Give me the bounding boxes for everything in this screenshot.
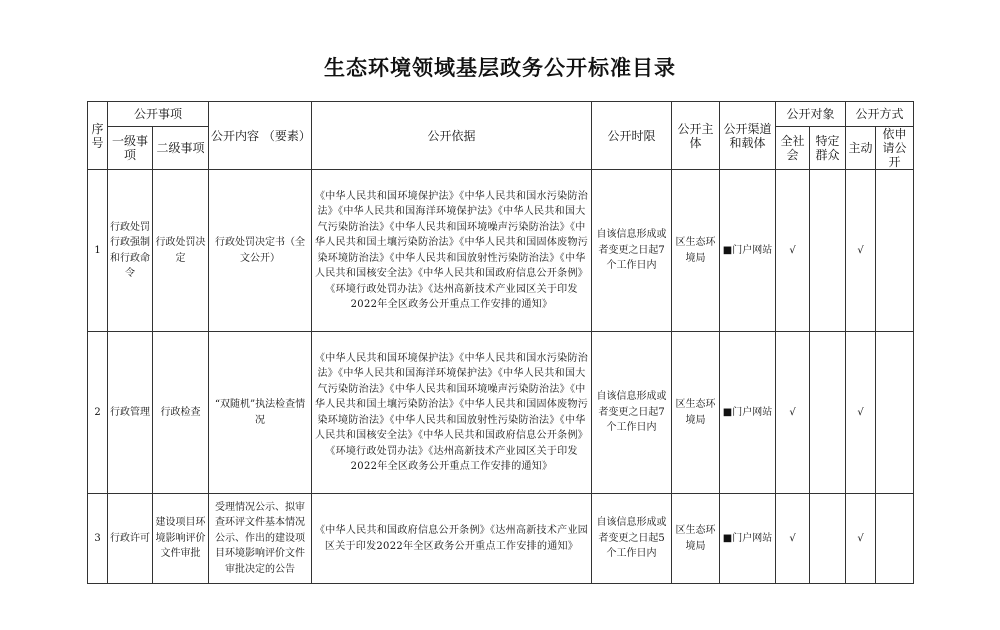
header-audience: 公开对象 [776, 102, 846, 127]
cell-level1: 行政管理 [108, 332, 153, 494]
cell-specific [810, 494, 846, 584]
cell-level1: 行政处罚行政强制和行政命令 [108, 170, 153, 332]
cell-channel: ■门户网站 [720, 494, 776, 584]
cell-request [876, 332, 914, 494]
page-title: 生态环境领域基层政务公开标准目录 [324, 56, 676, 80]
cell-active: √ [846, 494, 876, 584]
cell-subject: 区生态环境局 [672, 494, 720, 584]
cell-level2: 行政检查 [153, 332, 209, 494]
header-matters: 公开事项 [108, 102, 209, 127]
header-method-request: 依申请公开 [876, 127, 914, 170]
cell-active: √ [846, 332, 876, 494]
table-row [88, 494, 914, 584]
cell-subject: 区生态环境局 [672, 170, 720, 332]
cell-active: √ [846, 170, 876, 332]
cell-public: √ [776, 332, 810, 494]
header-level2: 二级事项 [153, 127, 209, 170]
cell-basis: 《中华人民共和国政府信息公开条例》《达州高新技术产业园区关于印发2022年全区政务公开重点工作安排的通知》 [312, 494, 592, 584]
header-audience-specific: 特定群众 [810, 127, 846, 170]
header-basis: 公开依据 [312, 102, 592, 170]
cell-public: √ [776, 494, 810, 584]
cell-channel: ■门户网站 [720, 170, 776, 332]
cell-subject: 区生态环境局 [672, 332, 720, 494]
header-channel: 公开渠道和载体 [720, 102, 776, 170]
cell-seq: 2 [88, 332, 108, 494]
header-time-limit: 公开时限 [592, 102, 672, 170]
catalog-table [87, 101, 914, 584]
cell-level2: 行政处罚决定 [153, 170, 209, 332]
cell-time-limit: 自该信息形成或者变更之日起7个工作日内 [592, 332, 672, 494]
header-level1: 一级事项 [108, 127, 153, 170]
cell-seq: 3 [88, 494, 108, 584]
cell-time-limit: 自该信息形成或者变更之日起7个工作日内 [592, 170, 672, 332]
header-content: 公开内容 （要素） [209, 102, 312, 170]
cell-content: “双随机”执法检查情况 [209, 332, 312, 494]
table-row [88, 170, 914, 332]
cell-seq: 1 [88, 170, 108, 332]
cell-time-limit: 自该信息形成或者变更之日起5个工作日内 [592, 494, 672, 584]
cell-request [876, 494, 914, 584]
header-method: 公开方式 [846, 102, 914, 127]
cell-channel: ■门户网站 [720, 332, 776, 494]
header-seq: 序号 [88, 102, 108, 170]
cell-specific [810, 332, 846, 494]
cell-level2: 建设项目环境影响评价文件审批 [153, 494, 209, 584]
cell-request [876, 170, 914, 332]
cell-basis: 《中华人民共和国环境保护法》《中华人民共和国水污染防治法》《中华人民共和国海洋环境保护法》《中华人民共和国大气污染防治法》《中华人民共和国环境噪声污染防治法》《中华人民共和国土壤污染防治法》《中华人民共和国固体废物污染环境防治法》《中华人民共和国放射性污染防治法》《中华人民共和国核安全法》《中华人民共和国政府信息公开条例》《环境行政处罚办法》《达州高新技术产业园区关于印发2022年全区政务公开重点工作安排的通知》 [312, 170, 592, 332]
cell-specific [810, 170, 846, 332]
cell-level1: 行政许可 [108, 494, 153, 584]
cell-public: √ [776, 170, 810, 332]
cell-basis: 《中华人民共和国环境保护法》《中华人民共和国水污染防治法》《中华人民共和国海洋环境保护法》《中华人民共和国大气污染防治法》《中华人民共和国环境噪声污染防治法》《中华人民共和国土壤污染防治法》《中华人民共和国固体废物污染环境防治法》《中华人民共和国放射性污染防治法》《中华人民共和国核安全法》《中华人民共和国政府信息公开条例》《环境行政处罚办法》《达州高新技术产业园区关于印发2022年全区政务公开重点工作安排的通知》 [312, 332, 592, 494]
header-audience-public: 全社会 [776, 127, 810, 170]
cell-content: 受理情况公示、拟审查环评文件基本情况公示、作出的建设项目环境影响评价文件审批决定的公告 [209, 494, 312, 584]
header-subject: 公开主体 [672, 102, 720, 170]
cell-content: 行政处罚决定书（全文公开） [209, 170, 312, 332]
header-method-active: 主动 [846, 127, 876, 170]
table-row [88, 332, 914, 494]
